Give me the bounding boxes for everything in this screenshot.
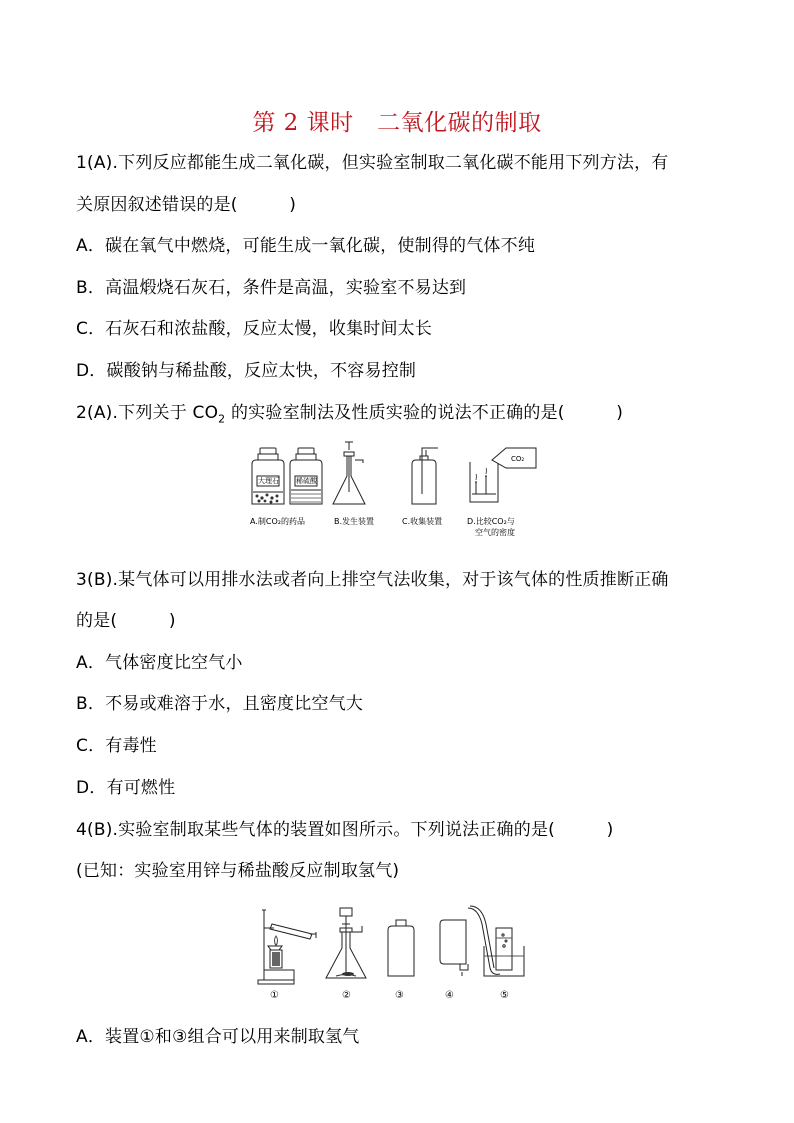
q1-option-c: C．石灰石和浓盐酸，反应太慢，收集时间太长 bbox=[76, 319, 433, 339]
flask-with-funnel-illustration bbox=[326, 908, 366, 978]
q3-stem-line1: 3(B).某气体可以用排水法或者向上排空气法收集，对于该气体的性质推断正确 bbox=[76, 570, 669, 590]
q3-option-c: C．有毒性 bbox=[76, 736, 157, 756]
figure-label-4: ④ bbox=[445, 990, 454, 1001]
q1-option-a: A．碳在氧气中燃烧，可能生成一氧化碳，使制得的气体不纯 bbox=[76, 236, 536, 256]
figure-label-2: ② bbox=[342, 990, 351, 1001]
figure-label-1: ① bbox=[270, 990, 279, 1001]
q2-stem-before: 2(A).下列关于 CO bbox=[76, 403, 219, 423]
gas-collection-bottle-illustration bbox=[412, 448, 438, 504]
bottle2-label: 稀硫酸 bbox=[296, 477, 317, 485]
q2-stem bbox=[76, 398, 623, 425]
q2-stem-sub: 2 bbox=[218, 412, 226, 426]
beaker-candles-illustration bbox=[470, 448, 536, 502]
q3-option-a: A．气体密度比空气小 bbox=[76, 653, 243, 673]
q1-stem-line1: 1(A).下列反应都能生成二氧化碳，但实验室制取二氧化碳不能用下列方法，有 bbox=[76, 153, 669, 173]
q4-option-a: A．装置①和③组合可以用来制取氢气 bbox=[76, 1027, 360, 1047]
bottle1-label: 大理石 bbox=[258, 477, 279, 485]
q3-option-b: B．不易或难溶于水，且密度比空气大 bbox=[76, 694, 364, 714]
q2-apparatus-figure bbox=[246, 438, 546, 542]
q4-stem-line1: 4(B).实验室制取某些气体的装置如图所示。下列说法正确的是( ) bbox=[76, 820, 614, 840]
upright-gas-bottle-illustration bbox=[388, 920, 414, 976]
bottle-marble-illustration bbox=[252, 448, 284, 504]
co2-can-label: CO₂ bbox=[511, 455, 525, 463]
page-title: 第 2 课时 二氧化碳的制取 bbox=[252, 110, 542, 136]
caption-a: A.制CO₂的药品 bbox=[250, 517, 305, 526]
water-trough-illustration bbox=[468, 906, 524, 976]
heating-apparatus-illustration bbox=[258, 910, 316, 984]
bottle-dilute-acid-illustration bbox=[290, 448, 322, 504]
erlenmeyer-flask-illustration bbox=[333, 442, 365, 504]
caption-d-line2: 空气的密度 bbox=[475, 528, 515, 537]
q1-option-d: D．碳酸钠与稀盐酸，反应太快，不容易控制 bbox=[76, 361, 417, 381]
q4-apparatus-figure bbox=[248, 898, 548, 1004]
q2-stem-after: 的实验室制法及性质实验的说法不正确的是( ) bbox=[225, 403, 624, 423]
q1-option-b: B．高温煅烧石灰石，条件是高温，实验室不易达到 bbox=[76, 278, 467, 298]
caption-c: C.收集装置 bbox=[402, 517, 443, 526]
figure-label-5: ⑤ bbox=[500, 990, 509, 1001]
q4-stem-line2: (已知：实验室用锌与稀盐酸反应制取氢气) bbox=[76, 861, 400, 881]
figure-label-3: ③ bbox=[395, 990, 404, 1001]
caption-d-line1: D.比较CO₂与 bbox=[467, 517, 515, 526]
inverted-gas-bottle-illustration bbox=[440, 920, 468, 976]
q3-stem-line2: 的是( ) bbox=[76, 611, 176, 631]
caption-b: B.发生装置 bbox=[334, 517, 375, 526]
q1-stem-line2: 关原因叙述错误的是( ) bbox=[76, 195, 297, 215]
q3-option-d: D．有可燃性 bbox=[76, 778, 176, 798]
